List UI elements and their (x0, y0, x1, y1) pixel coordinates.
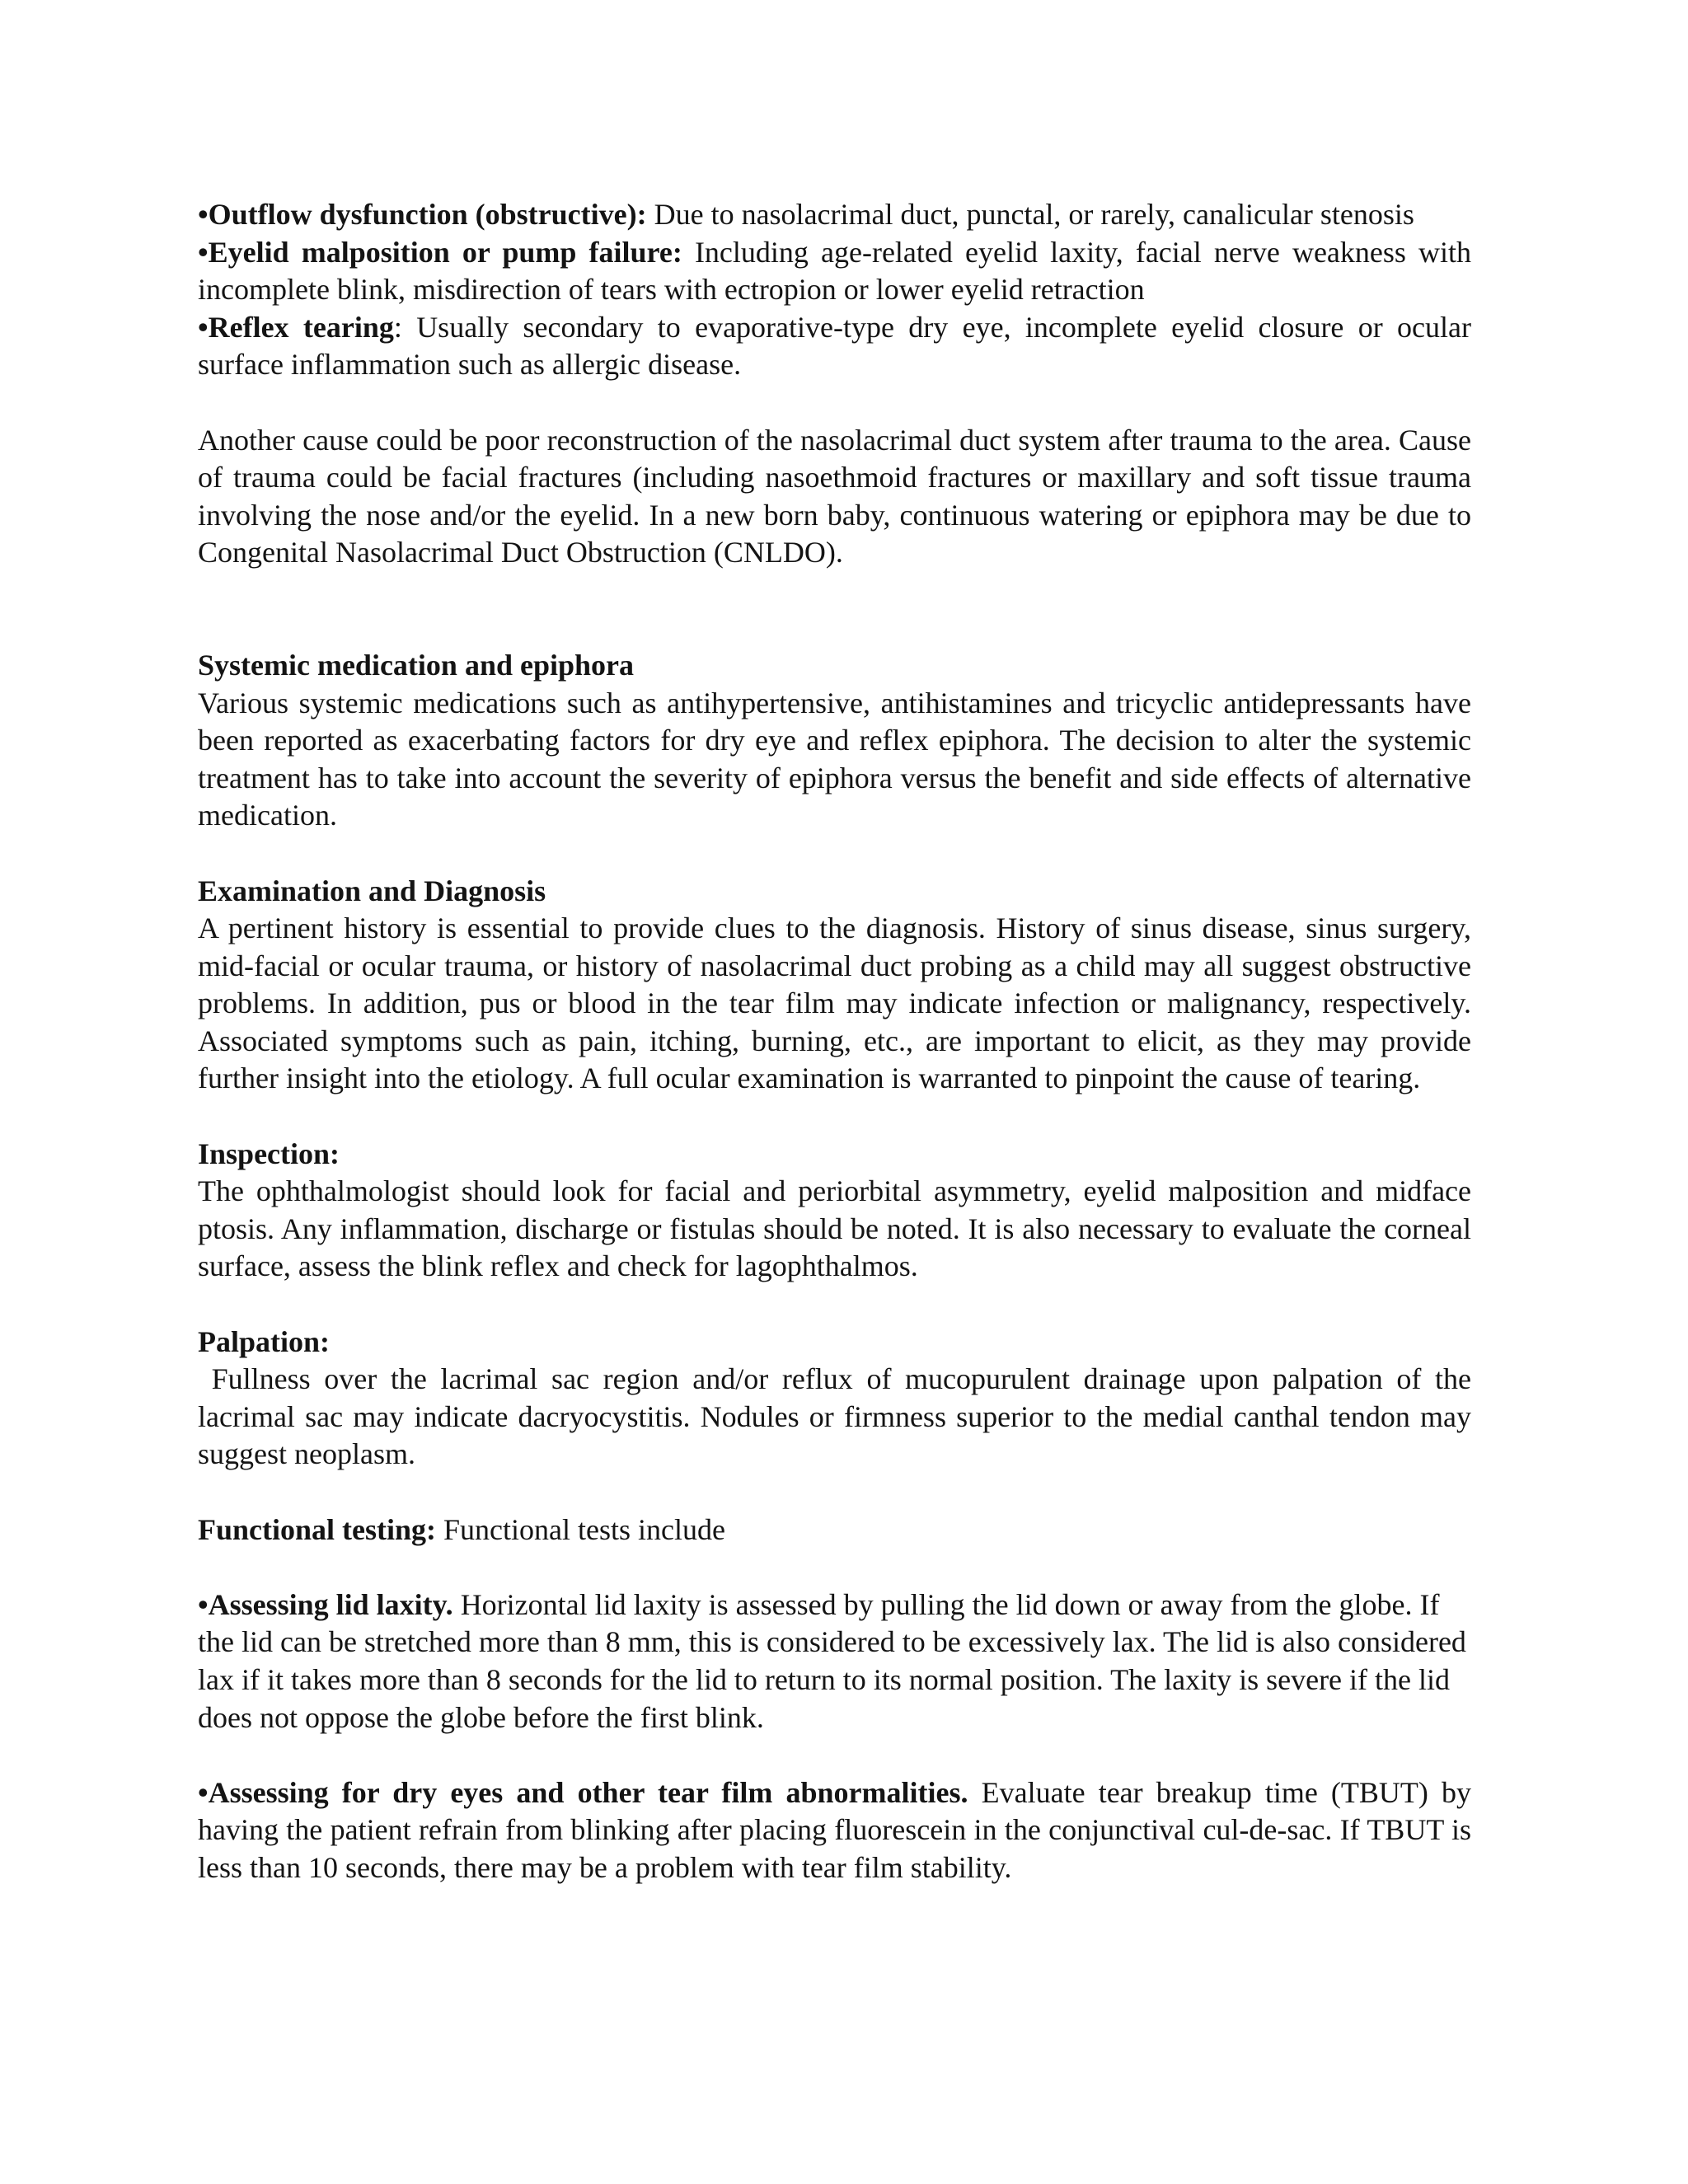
section-palpation (198, 1324, 1471, 1474)
section-body (198, 1361, 1471, 1474)
bullet-mark: • (198, 1775, 209, 1809)
section-heading: Inspection: (198, 1137, 340, 1170)
section-heading: Examination and Diagnosis (198, 874, 546, 907)
paragraph-trauma: Another cause could be poor reconstruction of the nasolacrimal duct system after trauma to the area. Cause of trauma could be facial fractures (including nasoethmoid fractures or maxillary and soft tissue trauma involving the nose and/or the eyelid. In a new born baby, continuous watering or epiphora may be due to Congenital Nasolacrimal Duct Obstruction (CNLDO). (198, 423, 1471, 569)
section-examination (198, 873, 1471, 1099)
bullet-eyelid-malposition (198, 234, 1471, 309)
bullet-label: Assessing lid laxity. (208, 1587, 453, 1621)
bullet-text: Horizontal lid laxity is assessed by pulling the lid down or away from the globe. If the lid can be stretched more than 8 mm, this is considered to be excessively lax. The lid is also considered lax if it takes more than 8 seconds for the lid to return to its normal position. The laxity is severe if the lid does not oppose the globe before the first blink. (198, 1587, 1466, 1734)
section-functional-testing (198, 1511, 1471, 1549)
bullet-mark: • (198, 235, 209, 269)
bullet-mark: • (198, 198, 209, 231)
bullet-label: Outflow dysfunction (obstructive): (208, 198, 647, 231)
bullet-mark: • (198, 1587, 209, 1621)
bullet-outflow-dysfunction (198, 196, 1471, 234)
bullet-text: Evaluate tear breakup time (TBUT) by having the patient refrain from blinking after placing fluorescein in the conjunctival cul-de-sac. If TBUT is less than 10 seconds, there may be a problem with tear film stability. (198, 1775, 1472, 1884)
bullet-label: Assessing for dry eyes and other tear film abnormalities. (208, 1775, 968, 1809)
section-heading: Functional testing: (198, 1512, 437, 1546)
bullet-dry-eyes (198, 1774, 1471, 1887)
section-body: The ophthalmologist should look for facial and periorbital asymmetry, eyelid malposition and midface ptosis. Any inflammation, discharge or fistulas should be noted. It is also necessary to evaluate the corneal surface, assess the blink reflex and check for lagophthalmos. (198, 1174, 1471, 1283)
section-inspection (198, 1136, 1471, 1286)
section-body: Functional tests include (443, 1512, 725, 1546)
section-body: A pertinent history is essential to provide clues to the diagnosis. History of sinus disease, sinus surgery, mid-facial or ocular trauma, or history of nasolacrimal duct probing as a child may all suggest obstructive problems. In addition, pus or blood in the tear film may indicate infection or malignancy, respectively. Associated symptoms such as pain, itching, burning, etc., are important to elicit, as they may provide further insight into the etiology. A full ocular examination is warranted to pinpoint the cause of tearing. (198, 912, 1471, 1095)
bullet-lid-laxity (198, 1586, 1471, 1736)
bullet-reflex-tearing (198, 309, 1471, 384)
section-systemic-medication (198, 647, 1471, 835)
section-heading: Systemic medication and epiphora (198, 648, 635, 682)
bullet-text: Due to nasolacrimal duct, punctal, or rarely, canalicular stenosis (654, 198, 1414, 231)
bullet-label: Reflex tearing (208, 310, 394, 344)
bullet-label: Eyelid malposition or pump failure: (208, 235, 682, 269)
section-body: Various systemic medications such as antihypertensive, antihistamines and tricyclic antidepressants have been reported as exacerbating factors for dry eye and reflex epiphora. The decision to alter the systemic treatment has to take into account the severity of epiphora versus the benefit and side effects of alternative medication. (198, 686, 1471, 832)
bullet-text: : Usually secondary to evaporative-type dry eye, incomplete eyelid closure or ocular surface inflammation such as allergic disease. (198, 310, 1471, 382)
document-page (198, 196, 1471, 1887)
bullet-text: Including age-related eyelid laxity, facial nerve weakness with incomplete blink, misdirection of tears with ectropion or lower eyelid retraction (198, 235, 1472, 307)
bullet-mark: • (198, 310, 209, 344)
section-heading: Palpation: (198, 1324, 331, 1358)
palpation-text: Fullness over the lacrimal sac region and/or reflux of mucopurulent drainage upon palpation of the lacrimal sac may indicate dacryocystitis. Nodules or firmness superior to the medial canthal tendon may suggest neoplasm. (198, 1362, 1472, 1471)
